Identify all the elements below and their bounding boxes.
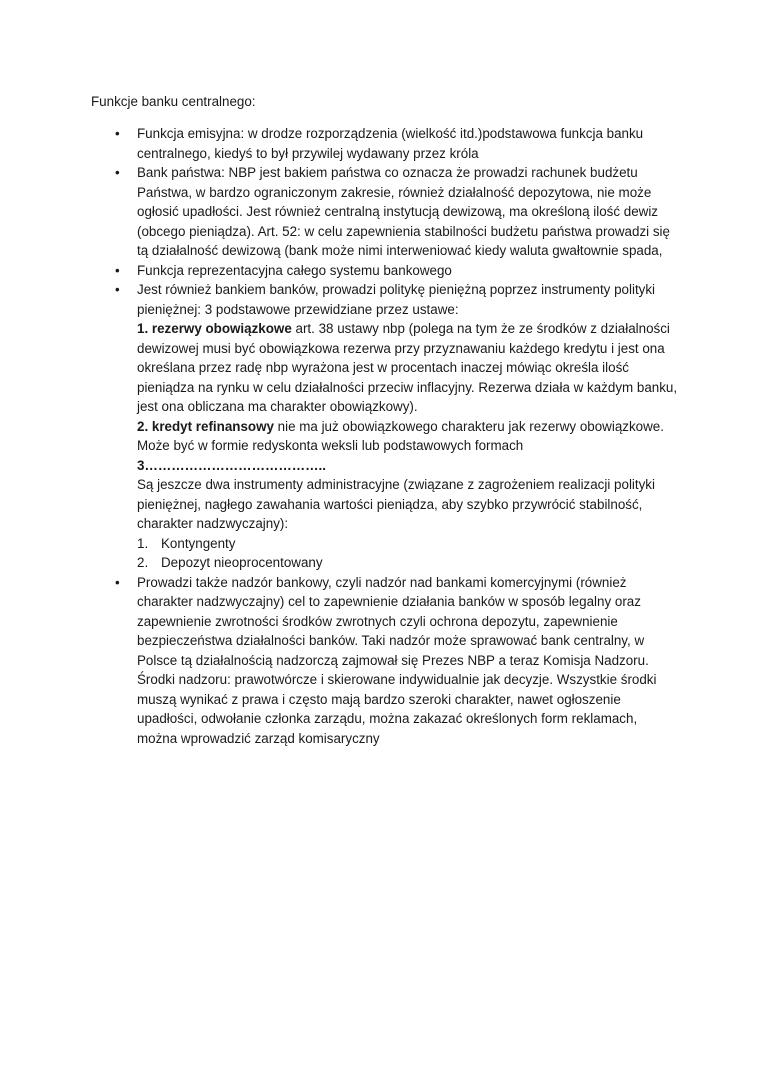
paragraph-emission: Funkcja emisyjna: w drodze rozporządzenia (wielkość itd.)podstawowa funkcja banku centralnego, kiedyś to był przywilej wydawany przez króla [137,126,644,161]
paragraph-supervision: Prowadzi także nadzór bankowy, czyli nadzór nad bankami komercyjnymi (również charakter nadzwyczajny) cel to zapewnienie działania banków w sposób legalny oraz zapewnienie zwrotności środków zwrotnych czyli ochrona depozytu, zapewnienie bezpieczeństwa działalności banków. Taki nadzór może sprawować bank centralny, w Polsce tą działalnością nadzorczą zajmował się Prezes NBP a teraz Komisja Nadzoru. [137,574,649,668]
paragraph-third [137,456,681,476]
bullet-icon: • [115,165,120,180]
item-number: 1. [137,535,149,551]
bullet-icon: • [115,126,120,141]
numbered-item-deposit [137,553,681,573]
list-item-emission [91,124,681,163]
item-number: 2. [137,555,149,570]
item-label: Depozyt nieoprocentowany [161,555,323,570]
list-item-representation [91,261,681,281]
bullet-list [91,124,681,748]
page-title: Funkcje banku centralnego: [91,94,256,109]
list-item-bank-of-banks [91,280,681,573]
bullet-icon: • [115,574,120,590]
item-label: Kontyngenty [161,535,236,551]
paragraph-representation: Funkcja reprezentacyjna całego systemu bankowego [137,262,452,278]
heading-third: 3………………………………….. [137,457,326,473]
heading-reserve: 1. rezerwy obowiązkowe [137,321,292,336]
paragraph-supervision-means: Środki nadzoru: prawotwórcze i skierowane indywidualnie jak decyzje. Wszystkie środki muszą wynikać z prawa i często mają bardzo szeroki charakter, nawet ogłoszenie upadłości, odwołanie członka zarządu, można zakazać określonych form reklamach, można wprowadzić zarząd komisaryczny [137,672,657,746]
list-item-state-bank [91,163,681,261]
numbered-item-quotas [137,534,681,554]
bullet-icon: • [115,262,120,278]
paragraph-refinance [137,417,681,456]
heading-refinance: 2. kredyt refinansowy [137,418,274,434]
paragraph-bank-of-banks-intro: Jest również bankiem banków, prowadzi politykę pieniężną poprzez instrumenty polityki pieniężnej: 3 podstawowe przewidziane przez ustawe: [137,282,656,317]
paragraph-admin: Są jeszcze dwa instrumenty administracyjne (związane z zagrożeniem realizacji polityki pieniężnej, nagłego zawahania wartości pieniądza, aby szybko przywrócić stabilność, charakter nadzwyczajny): [137,477,655,531]
text-refinance: nie ma już obowiązkowego charakteru jak rezerwy obowiązkowe. Może być w formie redyskonta weksli lub podstawowych formach [137,418,664,453]
paragraph-reserve [137,319,681,417]
bullet-icon: • [115,282,120,297]
paragraph-state-bank: Bank państwa: NBP jest bakiem państwa co oznacza że prowadzi rachunek budżetu Państwa, w bardzo ograniczonym zakresie, również działalność depozytowa, nie może ogłosić upadłości. Jest również centralną instytucją dewizową, ma określoną ilość dewiz (obcego pieniądza). Art. 52: w celu zapewnienia stabilności budżetu państwa prowadzi się tą działalność dewizową (bank może nimi interweniować kiedy waluta gwałtownie spada, [137,165,670,258]
numbered-list [137,534,681,573]
text-reserve: art. 38 ustawy nbp (polega na tym że ze środków z działalności dewizowej musi być obowiązkowa rezerwa przy przyznawaniu każdego kredytu i jest ona określana przez radę nbp wyrażona jest w procentach inaczej mówiąc określa ilość pieniądza na rynku w celu działalności przeciw inflacyjny. Rezerwa działa w każdym banku, jest ona obliczana ma charakter obowiązkowy). [137,321,678,414]
list-item-supervision [91,573,681,749]
